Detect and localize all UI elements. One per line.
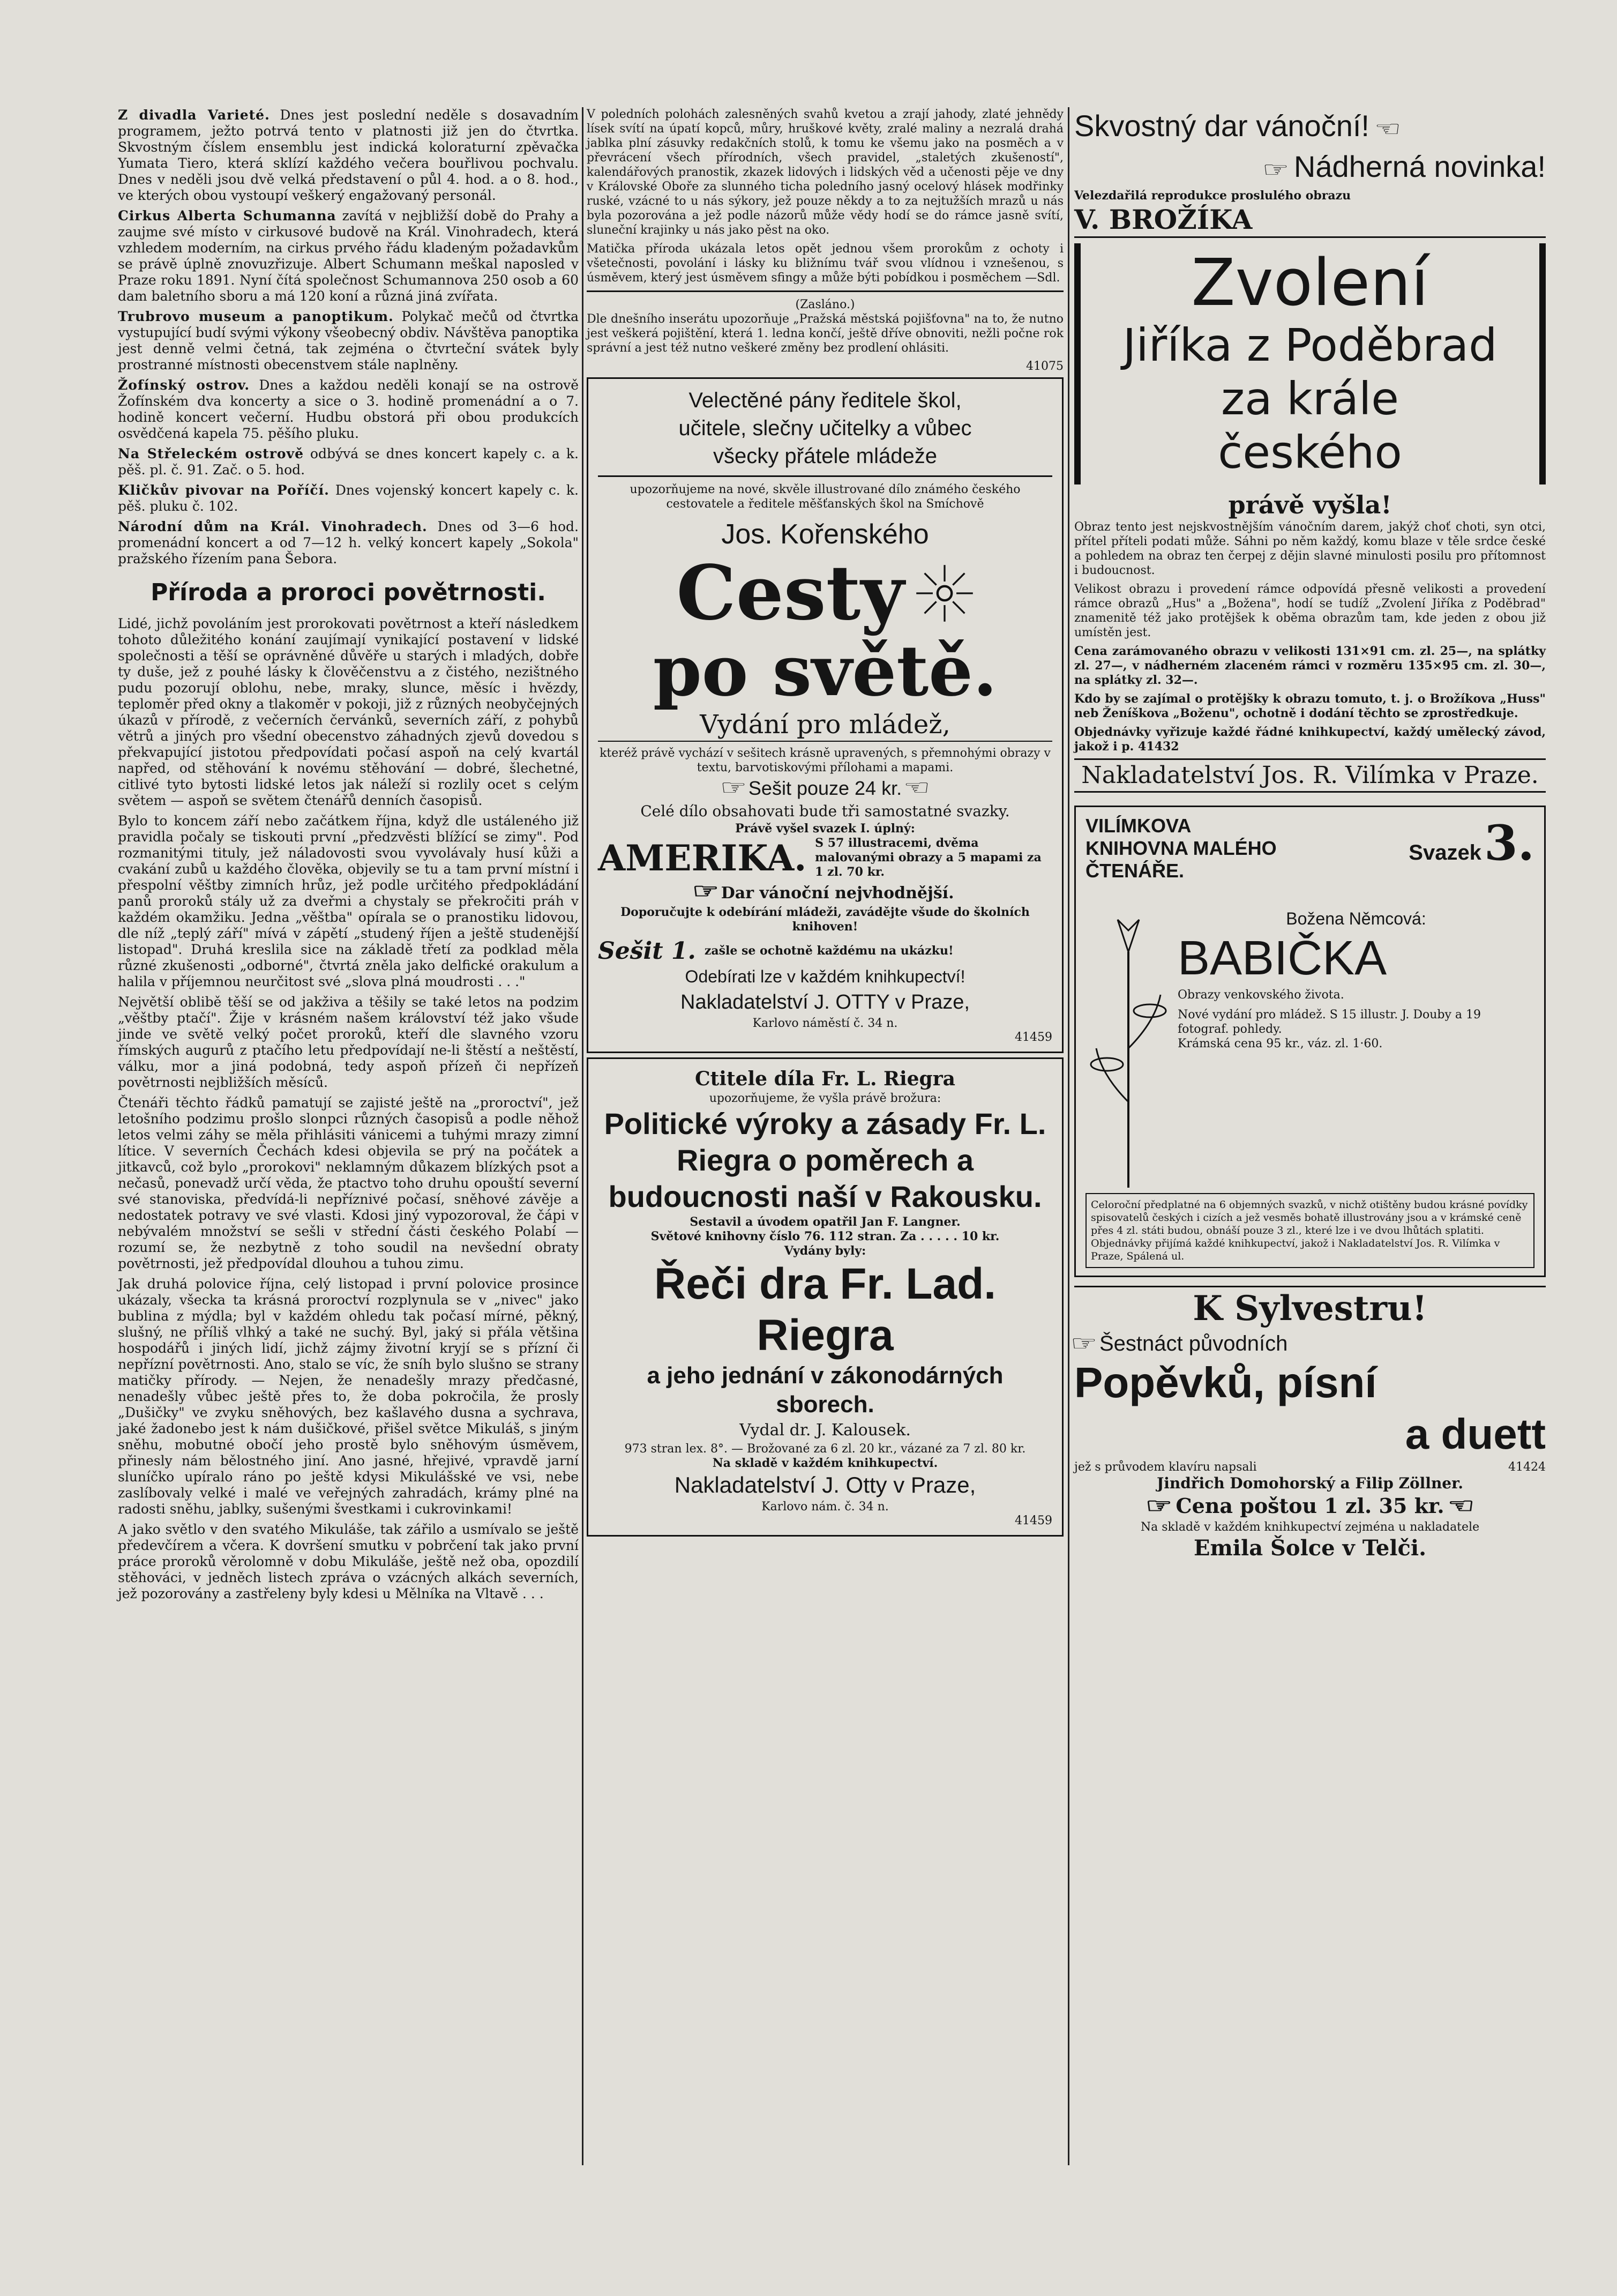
ad-title: Zvolení [1191,246,1429,320]
ad-text: Cena zarámovaného obrazu v velikosti 131×91 cm. zl. 25—, na splátky zl. 27—, v nádherném zlaceném rámci v rozměru 135×95 cm. zl. 30—, na splátky zl. 32—. [1074,644,1546,687]
ad-sub: Velezdařilá reprodukce proslulého obrazu [1074,189,1351,203]
ad-painter: V. BROŽÍKA [1074,203,1546,238]
ad-cesty-po-svete [587,377,1064,1053]
column-right [1070,107,1546,1562]
pointing-hand-icon: ☞ [1070,1332,1098,1355]
column-middle [587,107,1064,1541]
ad-price: Sešit pouze 24 kr. [748,777,902,799]
zaslano-heading: (Zasláno.) [795,298,855,311]
ad-note: Celoroční předplatné na 6 objemných svazků, v nichž otištěny budou krásné povídky spisovatelů českých i cizích a jež vesměs bohatě illustrovány jsou a v krámské ceně přes 4 zl. státi budou, obnáší pouze 3 zl., které lze i ve dvou lhůtách splatiti. Objednávky přijímá každé knihkupectví, jakož i Nakladatelství Jos. R. Vilímka v Praze, Spálená ul. [1086,1193,1534,1268]
ad-compiled: Sestavil a úvodem opatřil Jan F. Langner. [690,1215,961,1229]
ad-number: 41459 [1015,1031,1052,1044]
ad-price: Cena poštou 1 zl. 35 kr. [1176,1494,1444,1518]
ad-title3: a jeho jednání v zákonodárných sborech. [647,1362,1004,1418]
news-item: Trubrovo museum a panoptikum. Polykač mečů od čtvrtka vystupující budí svými výkony všeobecný obdiv. Návštěva panoptika jest denně velmi četná, tak zejména o čtvrteční svátek byly prostranné místnosti obecenstvem stále naplněny. [118,309,579,372]
zaslano-text: Dle dnešního inserátu upozorňuje „Pražská městská pojišťovna" na to, že nutno jest veškerá pojištění, která 1. ledna končí, ještě dříve obnoviti, nežli počne rok správní a jest též nutno veškeré změny bez prodlení ohlásiti. [587,312,1064,355]
ad-where: Odebírati lze v každém knihkupectví! [685,967,965,986]
ad-vol-label: Svazek [1409,841,1481,864]
article-continuation: Matička příroda ukázala letos opět jednou všem prorokům z ochoty i všetečnosti, povolání i lásky ku bližnímu tvář svou vlídnou i vznešenou, s úsměvem, který jest úsměvem sfingy a může býti pobídkou i posměchem —Sdl. [587,242,1064,285]
news-item: Cirkus Alberta Schumanna zavítá v nejbližší době do Prahy a zaujme své místo v cirkusové budově na Král. Vinohradech, která vzhledem moderním, na cirkus prvého řádu kladeným požadavkům se právě úplně znovuzřizuje. Albert Schumann meškal naposled v Praze roku 1891. Nyní čítá společnost Schumannova 250 osob a 60 dam baletního sboru a má 120 koní a různá jiná zvířata. [118,208,579,304]
ad-headline: Skvostný dar vánoční! [1074,109,1369,143]
ad-publisher: Nakladatelství J. OTTY v Praze, [680,991,970,1013]
ad-line: jež s průvodem klavíru napsali [1074,1460,1257,1474]
ad-head: Ctitele díla Fr. L. Riegra [695,1068,955,1090]
ad-series: VILÍMKOVA KNIHOVNA MALÉHO ČTENÁŘE. [1086,815,1277,882]
ad-stock: Na skladě v každém knihkupectví zejména u nakladatele [1140,1520,1480,1534]
ad-stock: Na skladě v každém knihkupectví. [712,1456,938,1470]
ad-head: K Sylvestru! [1193,1288,1427,1329]
news-item: Z divadla Varieté. Dnes jest poslední neděle s dosavadním programem, ježto potrvá tento v platnosti již jen do čtvrtka. Skvostným číslem ensemblu jest indická koloraturní zpěvačka Yumata Tiero, která sklízí každého večera bouřlivou pochvalu. Dnes v neděli jsou dvě velká představení o půl 4. hod. a o 8. hod., ve kterých obou vystoupí veškerý engažovaný personál. [118,107,579,203]
ad-title2: Řeči dra Fr. Lad. Riegra [654,1259,996,1360]
ad-vol-num: 3. [1484,815,1534,871]
ad-publisher: Nakladatelství Jos. R. Vilímka v Praze. [1074,758,1546,793]
ad-text: Kdo by se zajímal o protějšky k obrazu tomuto, t. j. o Brožíkova „Huss" neb Ženíškova „Boženu", ochotně i dodání těchto se zprostředkuje. [1074,692,1546,720]
ad-recommend: Doporučujte k odebírání mládeži, zavádějte všude do školních knihoven! [620,905,1030,934]
ad-riegr [587,1057,1064,1537]
ad-authors: Jindřich Domohorský a Filip Zöllner. [1156,1474,1464,1492]
ad-america-desc: S 57 illustracemi, dvěma malovanými obrazy a 5 mapami za 1 zl. 70 kr. [815,836,1042,879]
column-news [118,107,579,1606]
column-divider [582,107,583,2165]
ad-line: všecky přátele mládeže [713,444,937,468]
ad-title: Politické výroky a zásady Fr. L. Riegra o poměrech a budoucnosti naší v Rakousku. [604,1107,1046,1213]
news-item: Kličkův pivovar na Poříčí. Dnes vojenský koncert kapely c. k. pěš. pluku č. 102. [118,482,579,514]
ad-price: Krámská cena 95 kr., váz. zl. 1·60. [1178,1037,1383,1050]
ad-text: Objednávky vyřizuje každé řádné knihkupectví, každý umělecký závod, jakož i p. [1074,725,1546,754]
pointing-hand-icon: ☜ [1447,1493,1474,1518]
ad-desc: kteréž právě vychází v sešitech krásně upravených, s přemnohými obrazy v textu, barvotiskovými přílohami a mapami. [600,747,1051,774]
ad-title-cesty: Cesty [676,549,904,637]
news-item: Žofínský ostrov. Dnes a každou neděli konají se na ostrově Žofínském dva koncerty a sice o 3. hodině promenádní a o 7. hodině koncert večerní. Hudbu obstorá při obou produkcích osvědčená kapela 75. pěšího pluku. [118,377,579,441]
article-continuation: V poledních polohách zalesněných svahů kvetou a zrají jahody, zlaté jehnědy lísek svítí na úpatí kopců, můry, hruškové květy, zralé maliny a nezralá drahá jablka plní zásuvky redakčních stolů, k tomu ke všemu jako na posměch a v převrácení všech přírodních, všech pravidel, „staletých zkušeností", kalendářových pranostik, zkazek lidových i lidských věd a učenosti pěje ve dny v Královské Oboře za slunného ticha poledního jasný ocelový hlásek modřinky ruské, vzácné to u nás sýkory, jež pouze někdy a to za nejtužších mrazů u nás byla pozorována a jež podle názorů může vědy hodí se do rámce jasně svítí, sluneční krajinky u nás jako pěst na oko. [587,108,1064,237]
ad-edition: Vydání pro mládež, [598,709,1052,742]
pointing-hand-icon: ☞ [1146,1493,1173,1518]
ad-sesit: Sešit 1. [598,937,696,965]
ad-out: právě vyšla! [1228,490,1392,519]
ad-gift: Dar vánoční nejvhodnější. [721,884,954,903]
ad-america: AMERIKA. [598,837,807,879]
ad-title: Jiříka z Poděbrad [1122,319,1498,371]
ad-intro: upozorňujeme na nové, skvěle illustrované dílo známého českého cestovatele a ředitele měšťanských škol na Smíchově [630,483,1021,511]
ad-volume: Právě vyšel svazek I. úplný: [735,822,915,836]
ad-also: Vydány byly: [784,1244,866,1258]
pointing-hand-icon: ☜ [1374,117,1401,141]
ad-sub: upozorňujeme, že vyšla právě brožura: [709,1092,941,1105]
ad-address: Karlovo nám. č. 34 n. [761,1500,889,1514]
ad-title: českého [1218,426,1402,479]
ad-sesit-desc: zašle se ochotně každému na ukázku! [704,944,954,958]
ad-number: 41424 [1508,1460,1546,1474]
ad-line: Popěvků, písní [1074,1359,1377,1406]
ad-babicka [1074,806,1546,1277]
article-paragraph: Čtenáři těchto řádků pamatují se zajisté ještě na „proroctví", jež letošního podzimu prošlo slonpci různých časopisů a podle něhož letos velmi záhy se měla přihlásiti vánicemi a tuhými mrazy zimní lítice. V severních Čechách kdesi objevila se prý na počátek a jitkavců, což bylo „prorokovi" neklamným důkazem blízkých psot a nečasů, ponevadž určí věda, že ptactvo toho druhu opouští severní své stanoviska, předvídá-li nepříznivé počasí, sněhové závěje a nedostatek potravy ve své vlasti. Kdosi jiný vypozoroval, že čápi v nebývalém množství se sešli v střední části českého Polabí — rozumí se, že nezbytně z toho soudil na nevšední obraty povětrnosti, jež předpovídal dlouhou a tuhou zimu. [118,1095,579,1271]
article-paragraph: Bylo to koncem září nebo začátkem října, když dle ustáleného již pravidla počaly se tiskouti první „předzvěsti blížící se zimy". Pod rozmanitými tituly, jež náladovosti svou vyvolávaly husí kůži a cvakání zubů u každého člověka, objevily se tu a tam první místní i přespolní věštby zimních hrůz, jež podle určitého předpokládání panů proroků stály už za dveřmi a chystaly se překročiti práh v každém okamžiku. Jedna „věštba" opírala se o pranostiku lidovou, dle níž „teplý září" mívá v zápětí „studený říjen a ještě studenější listopad". Druhá kreslila sice na základě třetí za podklad měla různé zkušenosti „odborné", čtvrtá zněla jako delfické orakulum a halila v příjemnou neurčitost své „slova plná moudrosti . . ." [118,813,579,989]
article-paragraph: A jako světlo v den svatého Mikuláše, tak zářilo a usmívalo se ještě předevčírem a včera. K dovršení smutku v pobrčení tak jako první práce proroků věrolomně v dobu Mikuláše, ještě než oba, opozdilí stěhováci, v jedněch listech zpráva o vzácných alkách severních, jež pozorovány a zastřeleny byly kdesi u Mělníka na Vltavě . . . [118,1522,579,1601]
ad-text: Obraz tento jest nejskvostnějším vánočním darem, jakýž choť choti, syn otci, přítel příteli podati může. Sáhni po něm každý, komu blaze v těle srdce české a pohledem na obraz ten čerpej z dějin slavné minulosti posilu pro přítomnost i budoucnost. [1074,520,1546,577]
ad-line: učitele, slečny učitelky a vůbec [678,416,972,440]
pointing-hand-icon: ☞ [720,776,747,800]
article-heading: Příroda a proroci povětrnosti. [151,579,546,606]
ad-line: Šestnáct původních [1099,1332,1288,1355]
pointing-hand-icon: ☞ [692,878,720,904]
ad-sylvestr [1070,1286,1546,1562]
ad-title-po-svete: po světě. [653,630,998,712]
article-paragraph: Lidé, jichž povoláním jest prorokovati povětrnost a kteří následkem tohoto důležitého konání zaujímají vynikající postavení v lidské společnosti a těší se oprávněné důvěře u starých i mladých, dobře ty duše, jež z pouhé lásky k člověčenstvu a z čistého, nezištného pudu pozorují oblohu, nebe, mraky, slunce, měsíc i hvězdy, teploměr před okny a tlakoměr v pokoji, již z různých neobyčejných úkazů v přírodě, z večerních červánků, severních září, z pohybů větrů a jiných pro všední obecenstvo záhadných zjevů dovedou s překvapující jistotou předpovídati počasí aspoň na celý kvartál napřed, od stěhování k novému stěhování — dobré, šlechetné, citlivé tyto bytosti lidské letos jak náleží si rozlily ocet s celým světem — aspoň se světem čtenářů denních časopisů. [118,616,579,808]
ad-text: Velikost obrazu i provedení rámce odpovídá přesně velikosti a provedení rámce obrazů „Hus" a „Božena", hodí se tudíž „Zvolení Jiříka z Poděbrad" znamenitě též jako protějšek k oběma obrazům tam, kde jeden z obou již umístěn jest. [1074,583,1546,639]
article-paragraph: Jak druhá polovice října, celý listopad i první polovice prosince ukázaly, všecka ta krásná proroctví rozplynula se v „nivec" jako bublina z mýdla; byl v každém ohledu tak počasí mírné, pěkný, slušný, ne příliš vlhký a také ne suchý. Byl, jaký si přála většina hospodářů i jiných lidí, jichž zájmy životní kryjí se s přízní či nepřízní povětrnosti. Ano, stalo se víc, že sníh bylo slušno se strany matičky přírody. — Nejen, že nenadešly mrazy předčasné, nenadešly vůbec ještě přes to, že doba pokročila, že prosly „Dušičky" ve zvyku sněhových, bez kašlavého dusna a sychrava, jaké žadonebo jest k nám dušičkové, přišel světce Mikuláš, s jiným sněhu, mobutné obočí jeho prostě bylo sněhovým úsměvem, přinesly nám bělostného jiní. Ano jasné, hřejivé, vpravdě jarní sluníčko upíralo ráno po ještě kdysi Mikulášské ve vsi, nebe zaslíbovaly velké i malé ve veřejných zahradách, krámy plné na radosti sněhu, jablky, sušenými švestkami i cukrovinkami! [118,1276,579,1517]
ad-publisher: Emila Šolce v Telči. [1193,1535,1426,1561]
ad-number: 41459 [1015,1514,1052,1527]
sunburst-icon [915,564,974,623]
ad-author: Jos. Kořenského [721,519,929,550]
article-paragraph: Největší oblibě těší se od jakživa a těšily se také letos na podzim „věštby ptačí". Žije v krásném našem království též jako všude jinde ve světě velký počet proroků, kteří dle slavného vzoru římských augurů z ptačího letu předpovídají ne-li štěstí a neštěstí, válku, mor a jiná podobná, tedy aspoň přízeň či nepřízeň povětrnosti nejbližších měsíců. [118,994,579,1090]
column-divider [1068,107,1069,2165]
ad-line: Velectěné pány ředitele škol, [688,389,962,412]
divider [598,475,1052,477]
news-item: Na Střeleckém ostrově odbývá se dnes koncert kapely c. a k. pěš. pl. č. 91. Zač. o 5. hod. [118,446,579,478]
pointing-hand-icon: ☞ [1262,158,1290,182]
ad-brozik [1074,107,1546,793]
ad-price: 973 stran lex. 8°. — Brožované za 6 zl. 20 kr., vázané za 7 zl. 80 kr. [624,1442,1026,1456]
ad-line: a duett [1405,1410,1546,1458]
ad-number: 41075 [1026,360,1064,373]
pointing-hand-icon: ☜ [903,776,931,800]
ad-headline: Nádherná novinka! [1293,150,1546,183]
ad-title: za krále [1221,372,1399,425]
divider [587,290,1064,292]
ad-desc: Nové vydání pro mládež. S 15 illustr. J. Douby a 19 fotograf. pohledy. [1178,1008,1481,1036]
ad-number: 41432 [1138,740,1179,754]
ad-title: BABIČKA [1178,931,1387,985]
ad-editor: Vydal dr. J. Kalousek. [739,1421,911,1440]
ad-sub: Obrazy venkovského života. [1178,988,1344,1002]
news-item: Národní dům na Král. Vinohradech. Dnes od 3—6 hod. promenádní koncert a od 7—12 h. velký koncert kapely „Sokola" pražského řízením pana Šebora. [118,519,579,566]
ad-library: Světové knihovny číslo 76. 112 stran. Za . . . . . 10 kr. [650,1229,1000,1243]
ad-author: Božena Němcová: [1286,909,1426,928]
ad-whole: Celé dílo obsahovati bude tři samostatné svazky. [640,802,1010,820]
lily-icon [1086,888,1171,1188]
ad-address: Karlovo náměstí č. 34 n. [752,1017,898,1030]
ad-publisher: Nakladatelství J. Otty v Praze, [674,1472,976,1497]
